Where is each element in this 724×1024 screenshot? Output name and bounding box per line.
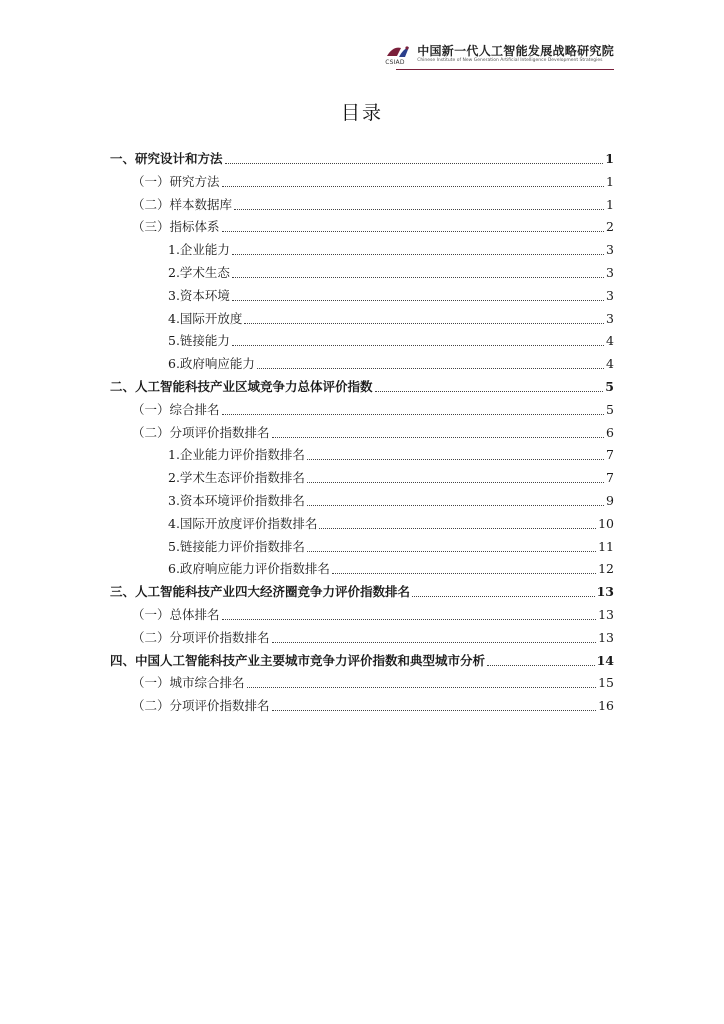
toc-entry-page: 13 bbox=[596, 584, 614, 600]
toc-leader-dots bbox=[244, 323, 604, 324]
toc-leader-dots bbox=[232, 254, 604, 255]
toc-entry-label: 三、人工智能科技产业四大经济圈竞争力评价指数排名 bbox=[110, 584, 411, 600]
toc-entry-label: 二、人工智能科技产业区域竞争力总体评价指数 bbox=[110, 379, 373, 394]
toc-entry-label: （二）分项评价指数排名 bbox=[132, 424, 270, 440]
toc-entry[interactable] bbox=[132, 401, 614, 419]
toc-leader-dots bbox=[319, 528, 596, 529]
org-name: 中国新一代人工智能发展战略研究院 bbox=[417, 44, 614, 58]
toc-entry-page: 10 bbox=[598, 515, 614, 531]
toc-entry-label: 3.资本环境 bbox=[168, 287, 230, 303]
toc-entry[interactable] bbox=[168, 469, 614, 487]
logo-text: CSIAD bbox=[385, 59, 405, 66]
toc-entry-label: （一）综合排名 bbox=[132, 401, 220, 417]
toc-entry[interactable] bbox=[110, 378, 614, 396]
toc-entry[interactable] bbox=[168, 355, 614, 373]
toc-entry-page: 2 bbox=[606, 219, 614, 235]
toc-entry-page: 3 bbox=[606, 242, 614, 258]
toc-entry-label: 1.企业能力 bbox=[168, 242, 230, 258]
logo-icon bbox=[385, 44, 411, 66]
toc-entry[interactable] bbox=[132, 697, 614, 715]
org-block bbox=[417, 44, 614, 64]
toc-entry-page: 5 bbox=[605, 379, 614, 394]
toc-entry-label: 5.链接能力评价指数排名 bbox=[168, 538, 305, 554]
toc-entry[interactable] bbox=[132, 173, 614, 191]
toc-entry[interactable] bbox=[168, 560, 614, 578]
toc-leader-dots bbox=[234, 209, 604, 210]
toc-leader-dots bbox=[232, 277, 604, 278]
toc-entry-page: 3 bbox=[606, 287, 614, 303]
toc-entry-label: （一）城市综合排名 bbox=[132, 675, 245, 691]
toc-entry-page: 1 bbox=[606, 173, 614, 189]
toc-leader-dots bbox=[225, 163, 604, 164]
toc-entry-page: 3 bbox=[606, 265, 614, 280]
toc-leader-dots bbox=[222, 619, 597, 620]
logo-swoosh-icon bbox=[385, 44, 411, 60]
toc-leader-dots bbox=[375, 391, 604, 392]
toc-leader-dots bbox=[222, 414, 605, 415]
toc-entry-label: 4.国际开放度 bbox=[168, 310, 243, 326]
toc-leader-dots bbox=[272, 710, 597, 711]
page-title: 目录 bbox=[340, 102, 383, 124]
toc-entry-page: 15 bbox=[598, 675, 614, 691]
toc-entry-label: （一）研究方法 bbox=[132, 173, 220, 189]
toc-entry[interactable] bbox=[110, 150, 614, 168]
toc-entry-page: 1 bbox=[606, 196, 614, 212]
toc-entry-page: 12 bbox=[598, 561, 614, 577]
toc-entry-page: 16 bbox=[598, 698, 614, 714]
toc-entry[interactable] bbox=[168, 241, 614, 259]
toc-leader-dots bbox=[232, 300, 604, 301]
toc-leader-dots bbox=[307, 505, 604, 506]
toc-entry-label: 6.政府响应能力评价指数排名 bbox=[168, 561, 330, 577]
toc-entry-label: （二）分项评价指数排名 bbox=[132, 629, 270, 645]
toc-entry-label: （二）分项评价指数排名 bbox=[132, 698, 270, 714]
org-name-en: Chinese Institute of New Generation Artificial Intelligence Development Strategies bbox=[417, 58, 603, 63]
toc-entry-label: 3.资本环境评价指数排名 bbox=[168, 493, 305, 508]
toc-entry-page: 14 bbox=[596, 652, 614, 668]
toc-leader-dots bbox=[272, 437, 605, 438]
toc-entry[interactable] bbox=[168, 332, 614, 350]
header-divider bbox=[396, 69, 614, 70]
toc-entry-page: 6 bbox=[606, 424, 614, 440]
toc-entry-label: 6.政府响应能力 bbox=[168, 356, 255, 372]
page-header bbox=[385, 44, 614, 66]
toc-leader-dots bbox=[487, 665, 595, 666]
toc-entry-label: 2.学术生态 bbox=[168, 265, 230, 280]
toc-entry-label: 四、中国人工智能科技产业主要城市竞争力评价指数和典型城市分析 bbox=[110, 652, 486, 668]
toc-entry[interactable] bbox=[168, 538, 614, 556]
toc-entry-page: 9 bbox=[606, 493, 614, 508]
toc-entry-label: （二）样本数据库 bbox=[132, 196, 233, 212]
toc-leader-dots bbox=[222, 186, 605, 187]
toc-entry-page: 7 bbox=[606, 447, 614, 463]
toc-entry-page: 7 bbox=[606, 470, 614, 486]
toc-entry-page: 4 bbox=[606, 356, 614, 372]
toc-leader-dots bbox=[272, 642, 597, 643]
toc-entry-label: 一、研究设计和方法 bbox=[110, 151, 223, 166]
toc-entry-page: 13 bbox=[598, 629, 614, 645]
toc-leader-dots bbox=[257, 368, 604, 369]
toc-entry[interactable] bbox=[132, 606, 614, 624]
toc-entry[interactable] bbox=[132, 674, 614, 692]
toc-entry[interactable] bbox=[132, 629, 614, 647]
toc-entry-label: 2.学术生态评价指数排名 bbox=[168, 470, 305, 486]
toc-leader-dots bbox=[307, 551, 596, 552]
toc-leader-dots bbox=[307, 459, 604, 460]
toc-entry-page: 11 bbox=[598, 538, 614, 554]
toc-entry[interactable] bbox=[132, 218, 614, 236]
toc-entry[interactable] bbox=[132, 424, 614, 442]
toc-entry-page: 1 bbox=[605, 151, 614, 166]
toc-entry[interactable] bbox=[132, 196, 614, 214]
toc-leader-dots bbox=[412, 596, 595, 597]
toc-entry[interactable] bbox=[110, 583, 614, 601]
toc-entry-page: 3 bbox=[606, 310, 614, 326]
toc-entry[interactable] bbox=[168, 264, 614, 282]
toc-entry[interactable] bbox=[168, 287, 614, 305]
toc-entry-label: 1.企业能力评价指数排名 bbox=[168, 447, 305, 463]
toc-entry-page: 13 bbox=[598, 607, 614, 622]
toc-leader-dots bbox=[247, 687, 597, 688]
toc-entry[interactable] bbox=[110, 652, 614, 670]
toc-entry-label: 4.国际开放度评价指数排名 bbox=[168, 515, 318, 531]
toc-leader-dots bbox=[332, 573, 596, 574]
toc-entry[interactable] bbox=[168, 515, 614, 533]
toc-entry[interactable] bbox=[168, 492, 614, 510]
toc-leader-dots bbox=[222, 231, 605, 232]
toc-entry-label: 5.链接能力 bbox=[168, 333, 230, 349]
toc-leader-dots bbox=[307, 482, 604, 483]
toc-leader-dots bbox=[232, 345, 604, 346]
toc-entry-page: 4 bbox=[606, 333, 614, 349]
toc-entry-label: （一）总体排名 bbox=[132, 607, 220, 622]
toc-entry[interactable] bbox=[168, 310, 614, 328]
toc-entry-page: 5 bbox=[606, 401, 614, 417]
toc-entry-label: （三）指标体系 bbox=[132, 219, 220, 235]
toc-entry[interactable] bbox=[168, 446, 614, 464]
